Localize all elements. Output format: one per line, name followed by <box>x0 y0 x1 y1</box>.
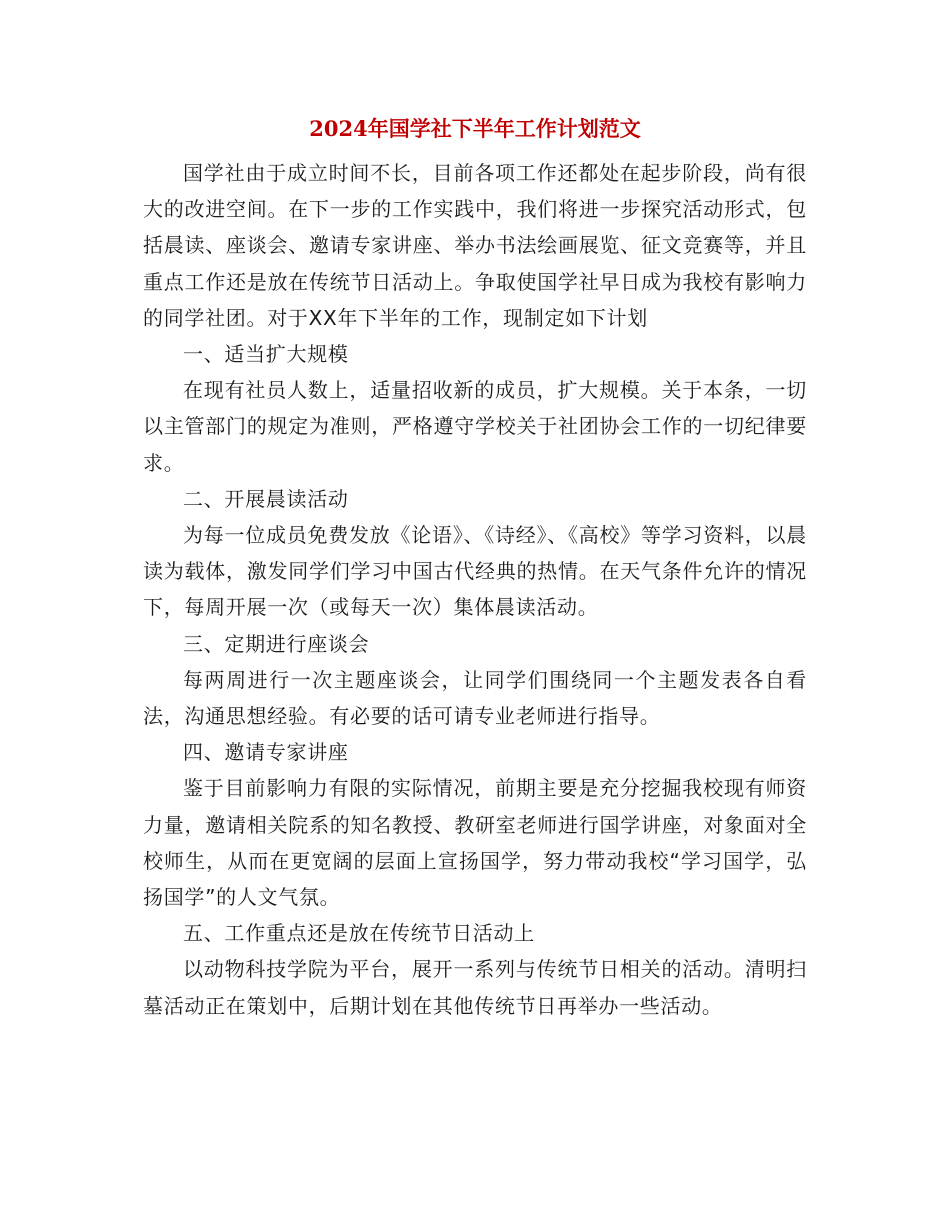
intro-paragraph: 国学社由于成立时间不长，目前各项工作还都处在起步阶段，尚有很大的改进空间。在下一步的工作实践中，我们将进一步探究活动形式，包括晨读、座谈会、邀请专家讲座、举办书法绘画展览、征文竞赛等，并且重点工作还是放在传统节日活动上。争取使国学社早日成为我校有影响力的同学社团。对于XX年下半年的工作，现制定如下计划 <box>143 161 807 330</box>
document-title: 2024年国学社下半年工作计划范文 <box>309 116 641 141</box>
section-paragraph-5: 以动物科技学院为平台，展开一系列与传统节日相关的活动。清明扫墓活动正在策划中，后期计划在其他传统节日再举办一些活动。 <box>143 957 807 1018</box>
section-heading-2: 二、开展晨读活动 <box>183 486 349 511</box>
section-heading-4: 四、邀请专家讲座 <box>183 740 349 765</box>
section-heading-1: 一、适当扩大规模 <box>183 342 349 367</box>
section-heading-3: 三、定期进行座谈会 <box>183 631 370 656</box>
section-paragraph-3: 每两周进行一次主题座谈会，让同学们围绕同一个主题发表各自看法，沟通思想经验。有必要的话可请专业老师进行指导。 <box>143 667 807 729</box>
section-paragraph-2: 为每一位成员免费发放《论语》、《诗经》、《高校》等学习资料，以晨读为载体，激发同学们学习中国古代经典的热情。在天气条件允许的情况下，每周开展一次（或每天一次）集体晨读活动。 <box>143 523 807 620</box>
section-heading-5: 五、工作重点还是放在传统节日活动上 <box>183 921 535 946</box>
section-paragraph-4: 鉴于目前影响力有限的实际情况，前期主要是充分挖掘我校现有师资力量，邀请相关院系的知名教授、教研室老师进行国学讲座，对象面对全校师生，从而在更宽阔的层面上宣扬国学，努力带动我校“学习国学，弘扬国学”的人文气氛。 <box>143 776 807 910</box>
section-paragraph-1: 在现有社员人数上，适量招收新的成员，扩大规模。关于本条，一切以主管部门的规定为准则，严格遵守学校关于社团协会工作的一切纪律要求。 <box>143 378 807 475</box>
document-body <box>143 155 807 1024</box>
